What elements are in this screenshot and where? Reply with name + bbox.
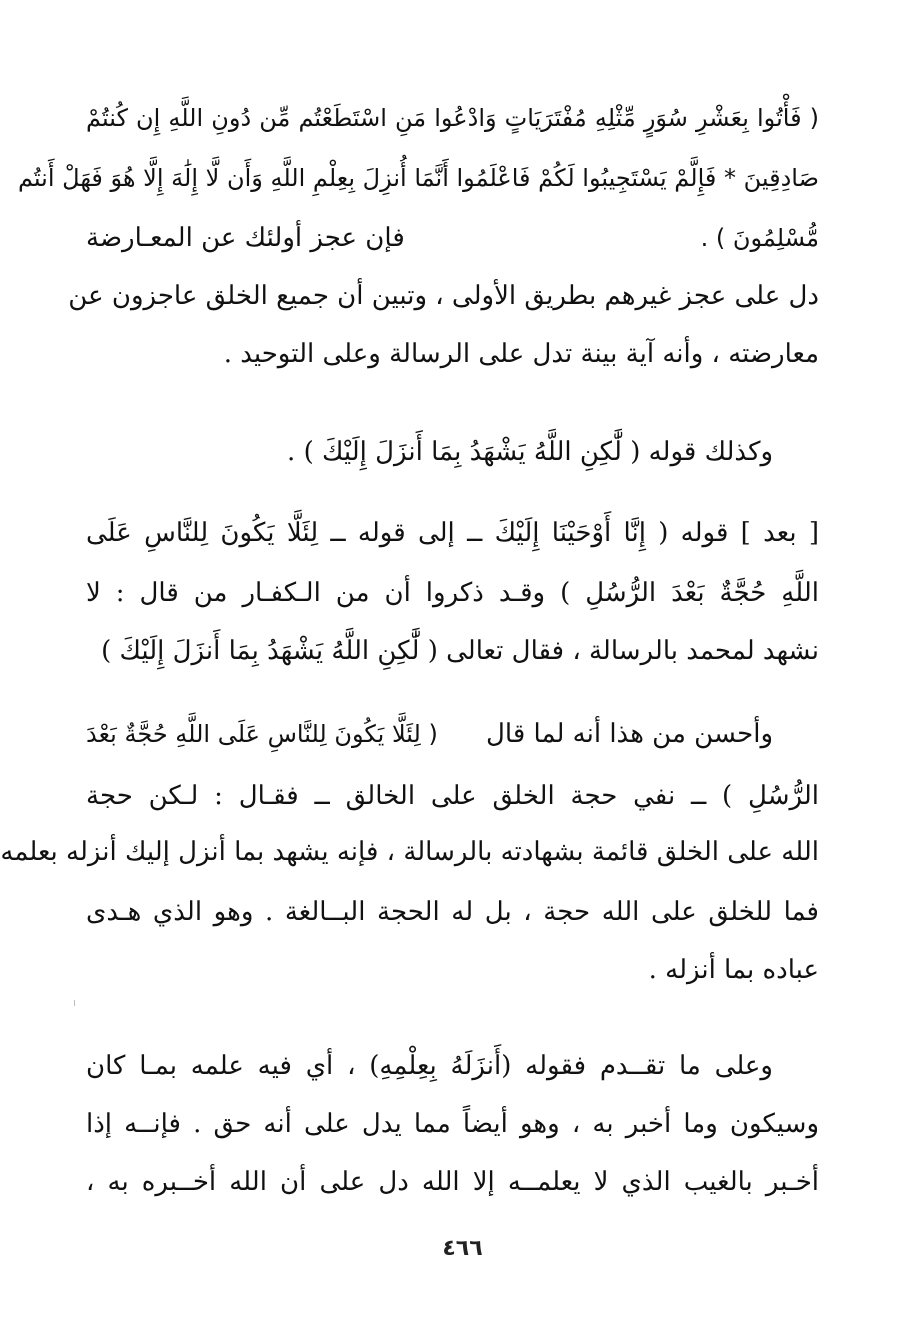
quran-verse-end: مُّسْلِمُونَ ) .	[700, 224, 819, 252]
body-text-line: وسيكون وما أخبر به ، وهو أيضاً مما يدل على أنه حق . فإنــه إذا	[86, 1109, 819, 1139]
quran-verse-line: ( فَأْتُوا بِعَشْرِ سُوَرٍ مِّثْلِهِ مُفْتَرَيَاتٍ وَادْعُوا مَنِ اسْتَطَعْتُم مِّن دُونِ اللَّهِ إِن كُنتُمْ	[86, 104, 819, 132]
text-line	[86, 714, 819, 754]
body-text-line: اللَّهِ حُجَّةٌ بَعْدَ الرُّسُلِ ) وقـد ذكروا أن من الـكفـار من قال : لا	[86, 578, 819, 608]
body-text-line: معارضته ، وأنه آية بينة تدل على الرسالة وعلى التوحيد .	[223, 339, 819, 369]
body-text-line: عباده بما أنزله .	[648, 955, 819, 985]
body-text-line: وعلى ما تقــدم فقوله (أَنزَلَهُ بِعِلْمِهِ) ، أي فيه علمه بمـا كان	[86, 1051, 773, 1081]
text-line	[86, 218, 819, 258]
body-text: وأحسن من هذا أنه لما قال	[486, 719, 773, 749]
body-text-line: نشهد لمحمد بالرسالة ، فقال تعالى ( لَّٰكِنِ اللَّهُ يَشْهَدُ بِمَا أَنزَلَ إِلَيْكَ )	[101, 636, 819, 666]
body-text-line: الله على الخلق قائمة بشهادته بالرسالة ، فإنه يشهد بما أنزل إليك أنزله بعلمه	[0, 837, 819, 867]
body-text: فإن عجز أولئك عن المعـارضة	[86, 223, 405, 253]
body-text-line: الرُّسُلِ ) ــ نفي حجة الخلق على الخالق ــ فقـال : لـكن حجة	[86, 781, 819, 811]
body-text-line: وكذلك قوله ( لَّٰكِنِ اللَّهُ يَشْهَدُ بِمَا أَنزَلَ إِلَيْكَ ) .	[287, 437, 773, 467]
body-text-line: فما للخلق على الله حجة ، بل له الحجة البــالغة . وهو الذي هـدى	[86, 897, 819, 927]
page-number: ٤٦٦	[442, 1236, 483, 1261]
body-text-line: [ بعد ] قوله ( إِنَّا أَوْحَيْنَا إِلَيْكَ ــ إلى قوله ــ لِئَلَّا يَكُونَ لِلنَّاسِ عَلَى	[86, 518, 819, 548]
quran-verse: ( لِئَلَّا يَكُونَ لِلنَّاسِ عَلَى اللَّهِ حُجَّةٌ بَعْدَ	[86, 720, 438, 748]
body-text-line: أخـبر بالغيب الذي لا يعلمــه إلا الله دل على أن الله أخــبره به ،	[86, 1167, 819, 1197]
body-text-line: دل على عجز غيرهم بطريق الأولى ، وتبين أن جميع الخلق عاجزون عن	[68, 281, 819, 311]
margin-mark	[74, 1000, 75, 1006]
quran-verse-line: صَادِقِينَ * فَإِلَّمْ يَسْتَجِيبُوا لَكُمْ فَاعْلَمُوا أَنَّمَا أُنزِلَ بِعِلْمِ اللَّهِ وَأَن لَّا إِلَٰهَ إِلَّا هُوَ فَهَلْ أَنتُم	[17, 164, 819, 192]
